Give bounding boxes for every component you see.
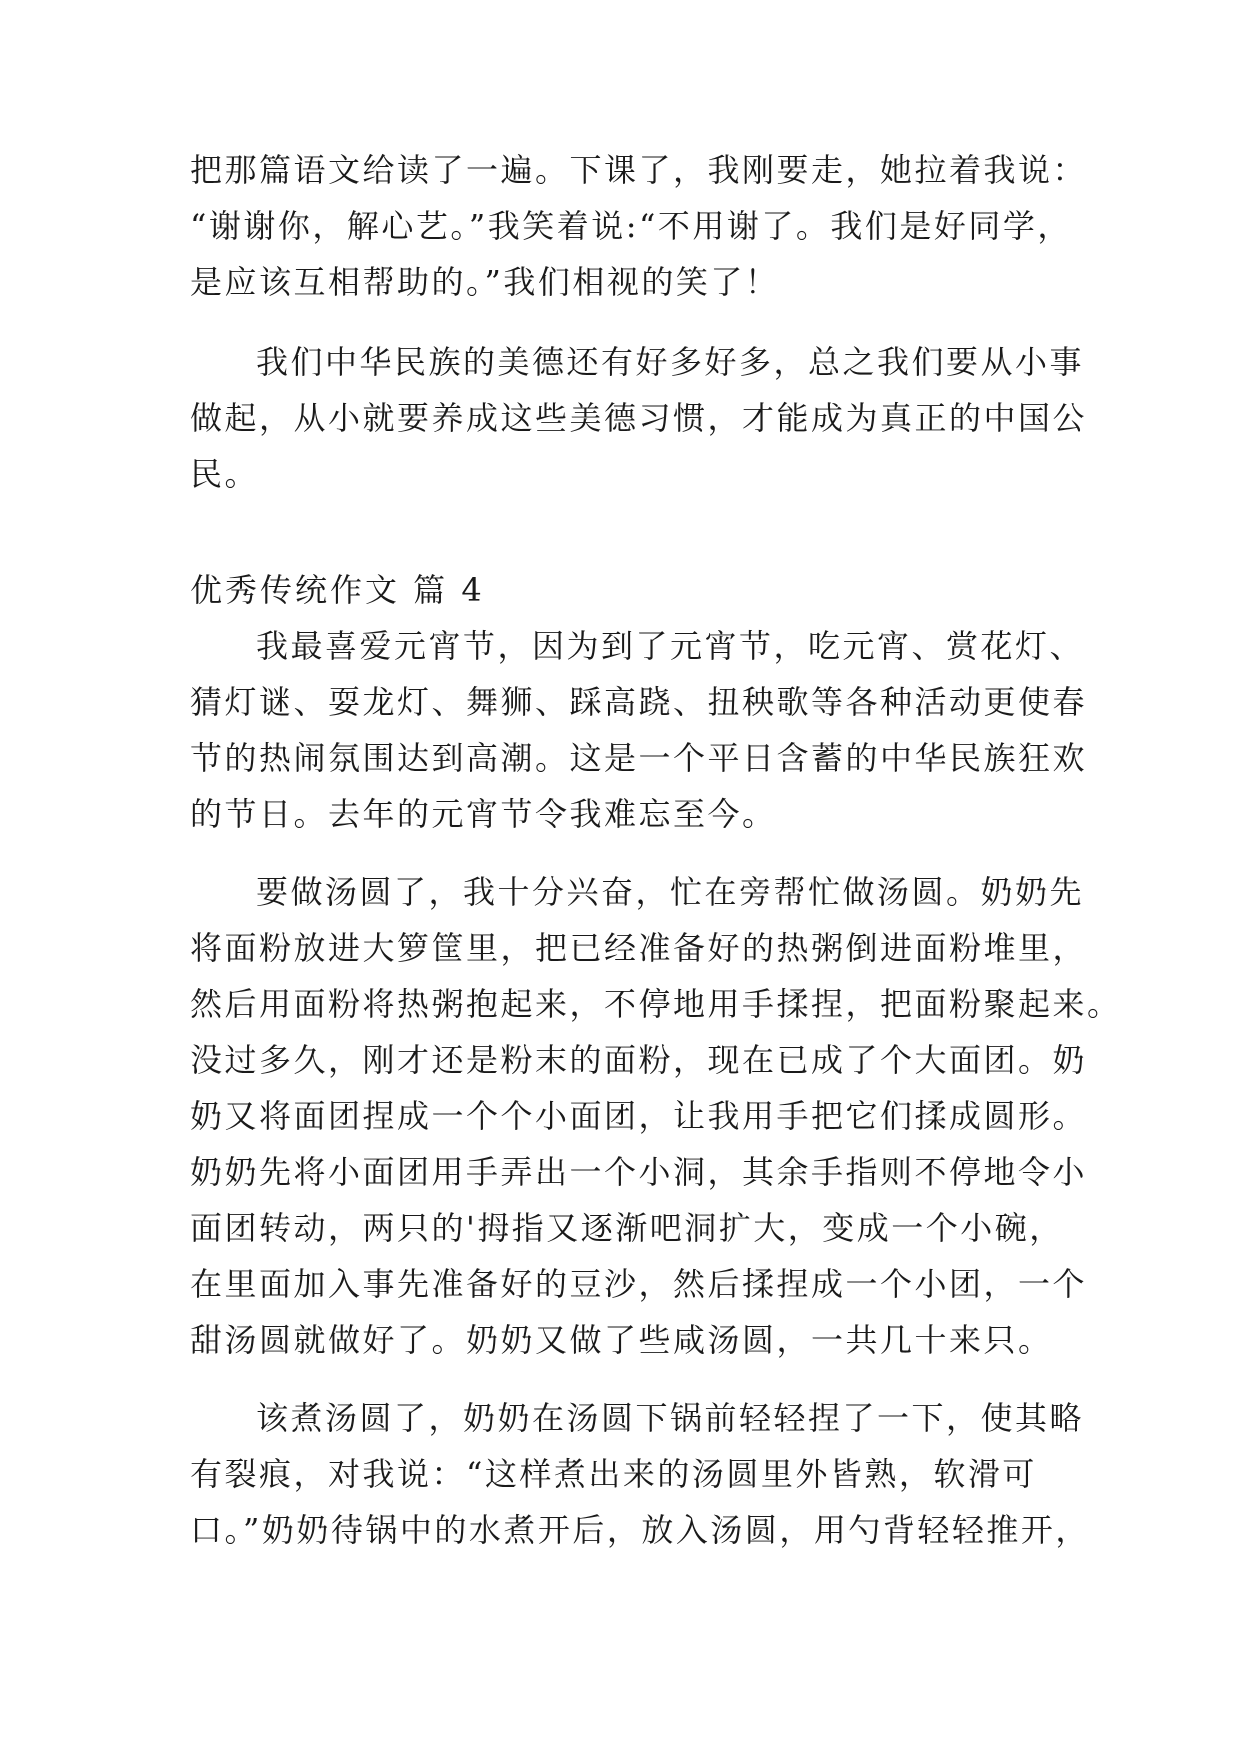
paragraph-intro-line: 把那篇语文给读了一遍。下课了，我刚要走，她拉着我说：: [190, 151, 1088, 189]
paragraph-3-line: 口。”奶奶待锅中的水煮开后，放入汤圆，用勺背轻轻推开，: [190, 1511, 1090, 1549]
section-heading: 优秀传统作文 篇 4: [190, 571, 485, 609]
paragraph-1-line: 节的热闹氛围达到高潮。这是一个平日含蓄的中华民族狂欢: [190, 739, 1088, 777]
paragraph-2-line: 在里面加入事先准备好的豆沙，然后揉捏成一个小团，一个: [190, 1265, 1088, 1303]
paragraph-conclusion-line: 做起，从小就要养成这些美德习惯，才能成为真正的中国公: [190, 399, 1088, 437]
paragraph-conclusion-line: 我们中华民族的美德还有好多好多，总之我们要从小事: [256, 343, 1085, 381]
paragraph-2-line: 面团转动，两只的'拇指又逐渐吧洞扩大，变成一个小碗，: [190, 1209, 1064, 1247]
paragraph-3-line: 有裂痕，对我说：“这样煮出来的汤圆里外皆熟，软滑可: [190, 1455, 1037, 1493]
paragraph-2-line: 将面粉放进大箩筐里，把已经准备好的热粥倒进面粉堆里，: [190, 929, 1088, 967]
paragraph-1-line: 的节日。去年的元宵节令我难忘至今。: [190, 795, 777, 833]
paragraph-conclusion-line: 民。: [190, 455, 260, 493]
paragraph-2-line: 奶奶先将小面团用手弄出一个小洞，其余手指则不停地令小: [190, 1153, 1088, 1191]
paragraph-intro-line: 是应该互相帮助的。”我们相视的笑了！: [190, 263, 780, 301]
paragraph-intro-line: “谢谢你，解心艺。”我笑着说:“不用谢了。我们是好同学，: [190, 207, 1072, 245]
paragraph-1-line: 我最喜爱元宵节，因为到了元宵节，吃元宵、赏花灯、: [256, 627, 1085, 665]
paragraph-2-line: 然后用面粉将热粥抱起来，不停地用手揉捏，把面粉聚起来。: [190, 985, 1122, 1023]
paragraph-2-line: 没过多久，刚才还是粉末的面粉，现在已成了个大面团。奶: [190, 1041, 1088, 1079]
paragraph-2-line: 奶又将面团捏成一个个小面团，让我用手把它们揉成圆形。: [190, 1097, 1088, 1135]
paragraph-1-line: 猜灯谜、耍龙灯、舞狮、踩高跷、扭秧歌等各种活动更使春: [190, 683, 1088, 721]
paragraph-2-line: 要做汤圆了，我十分兴奋，忙在旁帮忙做汤圆。奶奶先: [256, 873, 1085, 911]
paragraph-2-line: 甜汤圆就做好了。奶奶又做了些咸汤圆，一共几十来只。: [190, 1321, 1053, 1359]
paragraph-3-line: 该煮汤圆了，奶奶在汤圆下锅前轻轻捏了一下，使其略: [256, 1399, 1085, 1437]
